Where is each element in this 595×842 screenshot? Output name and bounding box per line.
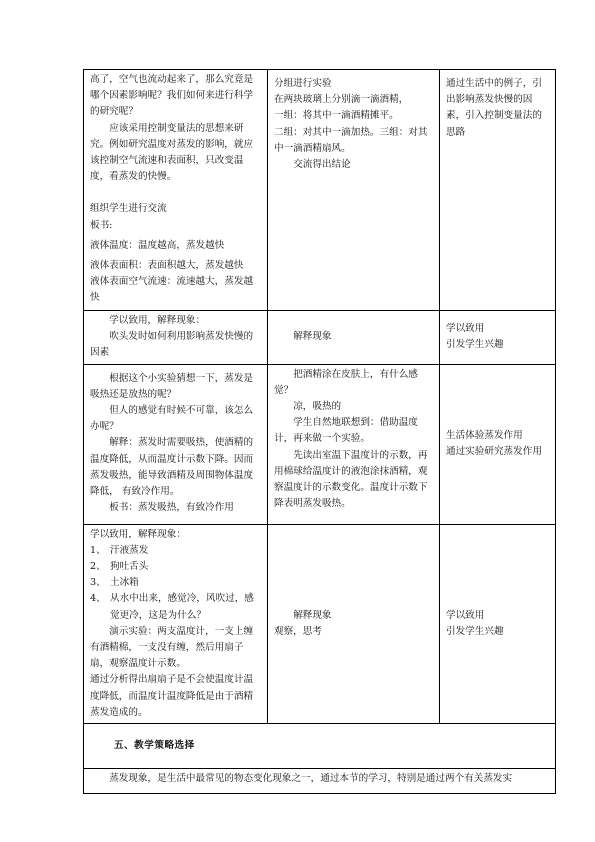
paragraph: 凉，吸热的 (293, 401, 342, 413)
section-heading-row (84, 724, 556, 769)
paragraph: 吹头发时如何利用影响蒸发快慢的因素 (90, 331, 254, 359)
student-activity-cell (268, 524, 440, 723)
paragraph: 分组进行实验 (274, 78, 332, 89)
paragraph: 解释现象 (293, 331, 332, 343)
list-text: 土冰箱 (110, 577, 139, 589)
paragraph: 液体表面空气流速：流速越大，蒸发越快 (90, 276, 254, 304)
paragraph: 液体温度：温度越高，蒸发越快 (90, 239, 225, 251)
paragraph: 一组：将其中一滴酒精摊平。 (274, 110, 399, 122)
paragraph: 把酒精涂在皮肤上，有什么感觉？ (274, 368, 418, 396)
paragraph: 应该采用控制变量法的思想来研究。例如研究温度对蒸发的影响，就应该控制空气流速和表面积，只改变温度，看蒸发的快慢。 (90, 122, 254, 183)
list-item (90, 591, 261, 623)
design-intent-cell (440, 311, 556, 365)
student-activity-cell (268, 364, 440, 524)
design-intent-cell (440, 364, 556, 524)
phenomena-list (90, 543, 261, 624)
paragraph: 二组：对其中一滴加热。三组：对其中一滴酒精扇风。 (274, 126, 428, 154)
lesson-plan-table (83, 69, 556, 794)
student-activity-cell (268, 70, 440, 311)
paragraph: 先读出室温下温度计的示数，再用棉球给温度计的液泡涂抹酒精，观察温度计的示数变化。温度计示数下降表明蒸发吸热。 (274, 449, 428, 510)
paragraph: 观察，思考 (274, 625, 322, 637)
paragraph: 高了，空气也流动起来了，那么究竟是哪个因素影响呢？我们如何来进行科学的研究呢？ (90, 74, 254, 118)
teacher-activity-cell (84, 311, 268, 365)
paragraph: 学以致用，解释现象： (90, 528, 186, 540)
paragraph: 根据这个小实验猜想一下，蒸发是吸热还是放热的呢？ (90, 372, 254, 400)
section-title: 五、教学策略选择 (84, 724, 556, 769)
paragraph: 板书：蒸发吸热，有致冷作用 (109, 502, 234, 514)
paragraph: 解释现象 (293, 609, 332, 621)
paragraph: 学以致用 (446, 609, 485, 621)
student-activity-cell (268, 311, 440, 365)
paragraph: 组织学生进行交流 (90, 203, 167, 215)
list-number: 4、 (90, 593, 106, 605)
paragraph: 引发学生兴趣 (446, 625, 504, 637)
design-intent-cell (440, 524, 556, 723)
teacher-activity-cell (84, 524, 268, 723)
paragraph: 引发学生兴趣 (446, 339, 504, 351)
design-intent-cell (440, 70, 556, 311)
teacher-activity-cell (84, 364, 268, 524)
paragraph: 解释：蒸发时需要吸热，使酒精的温度降低，从而温度计示数下降。因而蒸发吸热，能导致酒精及周围物体温度降低， 有致冷作用。 (90, 437, 254, 498)
list-item (90, 543, 261, 559)
list-number: 2、 (90, 561, 106, 573)
table-row (84, 70, 556, 311)
table-row (84, 524, 556, 723)
list-item (90, 575, 261, 591)
list-text: 狗吐舌头 (110, 561, 149, 573)
paragraph: 板书: (90, 219, 113, 231)
list-text: 汗液蒸发 (110, 544, 149, 556)
list-item (90, 559, 261, 575)
table-row (84, 364, 556, 524)
paragraph: 通过实验研究蒸发作用 (446, 446, 542, 458)
paragraph: 通过生活中的例子，引出影响蒸发快慢的因素，引入控制变量法的思路 (446, 78, 542, 138)
spacer (90, 185, 261, 201)
teacher-activity-cell (84, 70, 268, 311)
paragraph: 学以致用 (446, 323, 485, 335)
section-paragraph: 蒸发现象，是生活中最常见的物态变化现象之一，通过本节的学习，特别是通过两个有关蒸发实 (84, 769, 556, 794)
table-row (84, 311, 556, 365)
paragraph: 学以致用，解释现象： (109, 315, 206, 326)
paragraph: 通过分析得出扇扇子是不会使温度计温度降低，而温度计温度降低是由于酒精蒸发造成的。 (90, 674, 254, 718)
paragraph: 在两块玻璃上分别滴一滴酒精， (274, 94, 409, 106)
paragraph: 交流得出结论 (293, 159, 351, 171)
paragraph: 但人的感觉有时候不可靠，该怎么办呢？ (90, 405, 254, 433)
paragraph: 生活体验蒸发作用 (446, 429, 523, 441)
list-text: 从水中出来，感觉冷，风吹过，感觉更冷，这是为什么？ (110, 593, 254, 621)
paragraph: 演示实验：两支温度计，一支上缠有酒精棉，一支没有缠，然后用扇子扇，观察温度计示数。 (90, 625, 254, 670)
list-number: 3、 (90, 577, 106, 589)
paragraph: 学生自然地联想到：借助温度计，再来做一个实验。 (274, 417, 418, 445)
section-text-row (84, 769, 556, 794)
paragraph: 液体表面积：表面积越大，蒸发越快 (90, 260, 244, 272)
list-number: 1、 (90, 544, 106, 556)
